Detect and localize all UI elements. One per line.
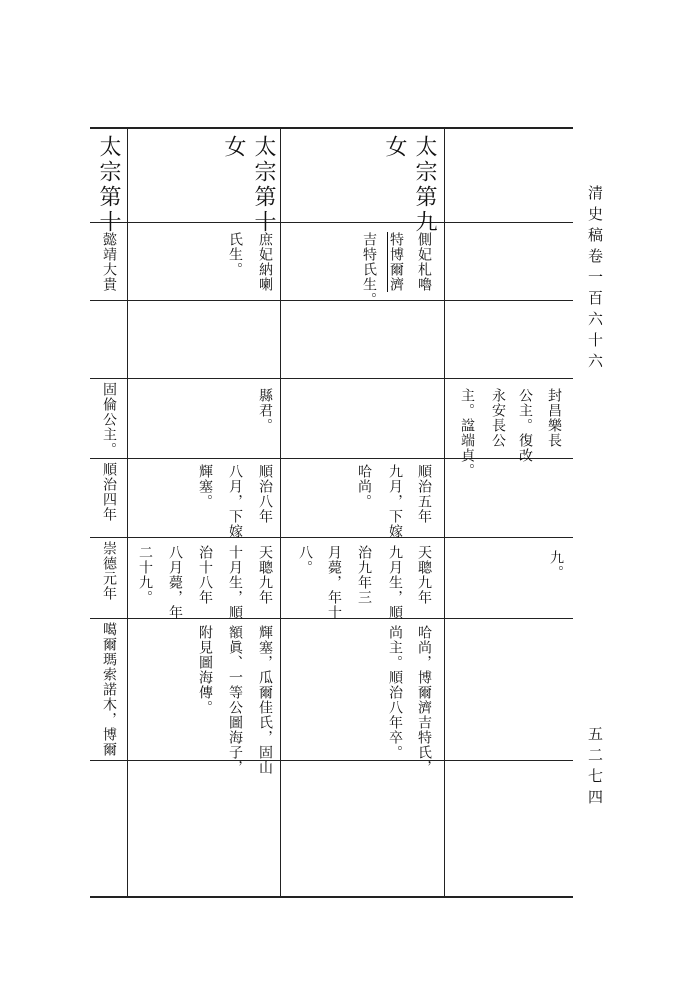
birth-line-3: 哈尚。 <box>356 464 372 509</box>
year-line-2: 九月生，順 <box>387 545 403 620</box>
title-line-1: 固倫公主。 <box>101 382 117 457</box>
spouse-line-1: 哈尚，博爾濟吉特氏， <box>416 625 432 775</box>
year-line-5: 二十九。 <box>137 545 153 605</box>
page-number: 五二七四 <box>586 726 604 810</box>
title-line-2: 公主。復改 <box>517 388 533 463</box>
mother-line-2: 特博爾濟 <box>388 232 404 292</box>
year-line-1: 天聰九年 <box>257 545 273 605</box>
mother-line-2: 氏生。 <box>227 232 243 277</box>
rank-heading: 太宗第九 <box>412 135 437 235</box>
birth-line-1: 順治四年 <box>101 462 117 522</box>
row-rule-7 <box>90 760 573 761</box>
row-rule-1 <box>90 222 573 223</box>
spouse-line-2: 尚主。順治八年卒。 <box>387 625 403 760</box>
col-rule-3 <box>127 127 128 896</box>
year-line-2: 十月生，順 <box>227 545 243 620</box>
title-line-4: 主。諡端貞。 <box>459 388 475 478</box>
title-line-3: 永安長公 <box>490 388 506 448</box>
rank-heading: 太宗第十 <box>251 135 276 235</box>
mother-line-1: 側妃札嚕 <box>416 232 432 292</box>
birth-line-3: 輝塞。 <box>197 464 213 509</box>
mother-line-3: 吉特氏生。 <box>361 232 377 307</box>
birth-line-2: 九月，下嫁 <box>387 464 403 539</box>
year-line-3: 治十八年 <box>197 545 213 605</box>
year-line-1: 天聰九年 <box>416 545 432 605</box>
spouse-line-3: 附見圖海傳。 <box>197 625 213 715</box>
female-marker: 女 <box>221 135 246 160</box>
spouse-line-1: 輝塞，瓜爾佳氏，固山 <box>257 625 273 775</box>
mother-line-1: 庶妃納喇 <box>257 232 273 292</box>
birth-line-2: 八月，下嫁 <box>227 464 243 539</box>
year-line-4: 八月薨，年 <box>167 545 183 620</box>
title-line-1: 封昌樂長 <box>546 388 562 448</box>
female-marker: 女 <box>382 135 407 160</box>
spouse-line-1: 噶爾瑪索諾木，博爾 <box>101 622 117 757</box>
row-rule-3 <box>90 378 573 379</box>
row-rule-5 <box>90 537 573 538</box>
year-line-4: 月薨，年十 <box>326 545 342 620</box>
table-top-rule <box>90 127 573 129</box>
book-title: 清史稿卷一百六十六 <box>586 185 604 374</box>
birth-line-1: 順治八年 <box>257 464 273 524</box>
row-rule-4 <box>90 458 573 459</box>
birth-line-1: 順治五年 <box>416 464 432 524</box>
row5-note: 九。 <box>548 550 564 580</box>
row-rule-2 <box>90 300 573 301</box>
year-line-5: 八。 <box>297 545 313 575</box>
table-bottom-rule <box>90 896 573 898</box>
spouse-line-2: 額眞、一等公圖海子， <box>227 625 243 775</box>
title-line-1: 縣君。 <box>257 388 273 433</box>
mother-line-1: 懿靖大貴 <box>101 232 117 292</box>
year-line-1: 崇德元年 <box>101 541 117 601</box>
col-rule-1 <box>444 127 445 896</box>
col-rule-2 <box>280 127 281 896</box>
year-line-3: 治九年三 <box>356 545 372 605</box>
rank-heading: 太宗第十 <box>96 135 121 235</box>
